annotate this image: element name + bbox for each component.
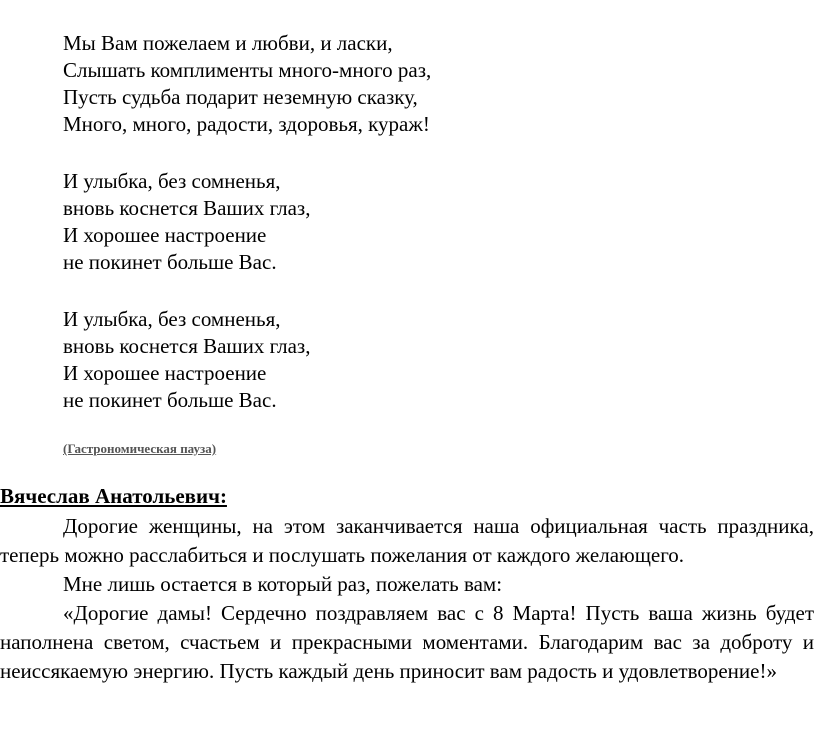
speech-paragraph: Дорогие женщины, на этом заканчивается наша официальная часть праздника, теперь можно расслабиться и послушать пожелания от каждого желающего.: [0, 514, 814, 567]
speech-block: [0, 512, 814, 686]
poem-line: Пусть судьба подарит неземную сказку,: [63, 85, 418, 109]
poem-stanza: [63, 30, 431, 138]
speaker-name: Вячеслав Анатольевич:: [0, 484, 227, 508]
speech-paragraph: «Дорогие дамы! Сердечно поздравляем вас с 8 Марта! Пусть ваша жизнь будет наполнена светом, счастьем и прекрасными моментами. Благодарим вас за доброту и неиссякаемую энергию. Пусть каждый день приносит вам радость и удовлетворение!»: [0, 601, 814, 683]
poem-stanza: [63, 168, 310, 276]
stage-direction: (Гастрономическая пауза): [63, 441, 217, 456]
poem-line: не покинет больше Вас.: [63, 250, 277, 274]
poem-line: Много, много, радости, здоровья, кураж!: [63, 112, 430, 136]
poem-line: Слышать комплименты много-много раз,: [63, 58, 432, 82]
poem-line: Мы Вам пожелаем и любви, и ласки,: [63, 31, 393, 55]
poem-stanza: [63, 306, 310, 414]
poem-line: И улыбка, без сомненья,: [63, 307, 281, 331]
poem-line: И хорошее настроение: [63, 223, 267, 247]
poem-line: вновь коснется Ваших глаз,: [63, 334, 311, 358]
poem-line: И улыбка, без сомненья,: [63, 169, 281, 193]
poem-line: не покинет больше Вас.: [63, 388, 277, 412]
poem-line: вновь коснется Ваших глаз,: [63, 196, 311, 220]
speech-paragraph: Мне лишь остается в который раз, пожелать вам:: [63, 572, 503, 596]
poem-line: И хорошее настроение: [63, 361, 267, 385]
